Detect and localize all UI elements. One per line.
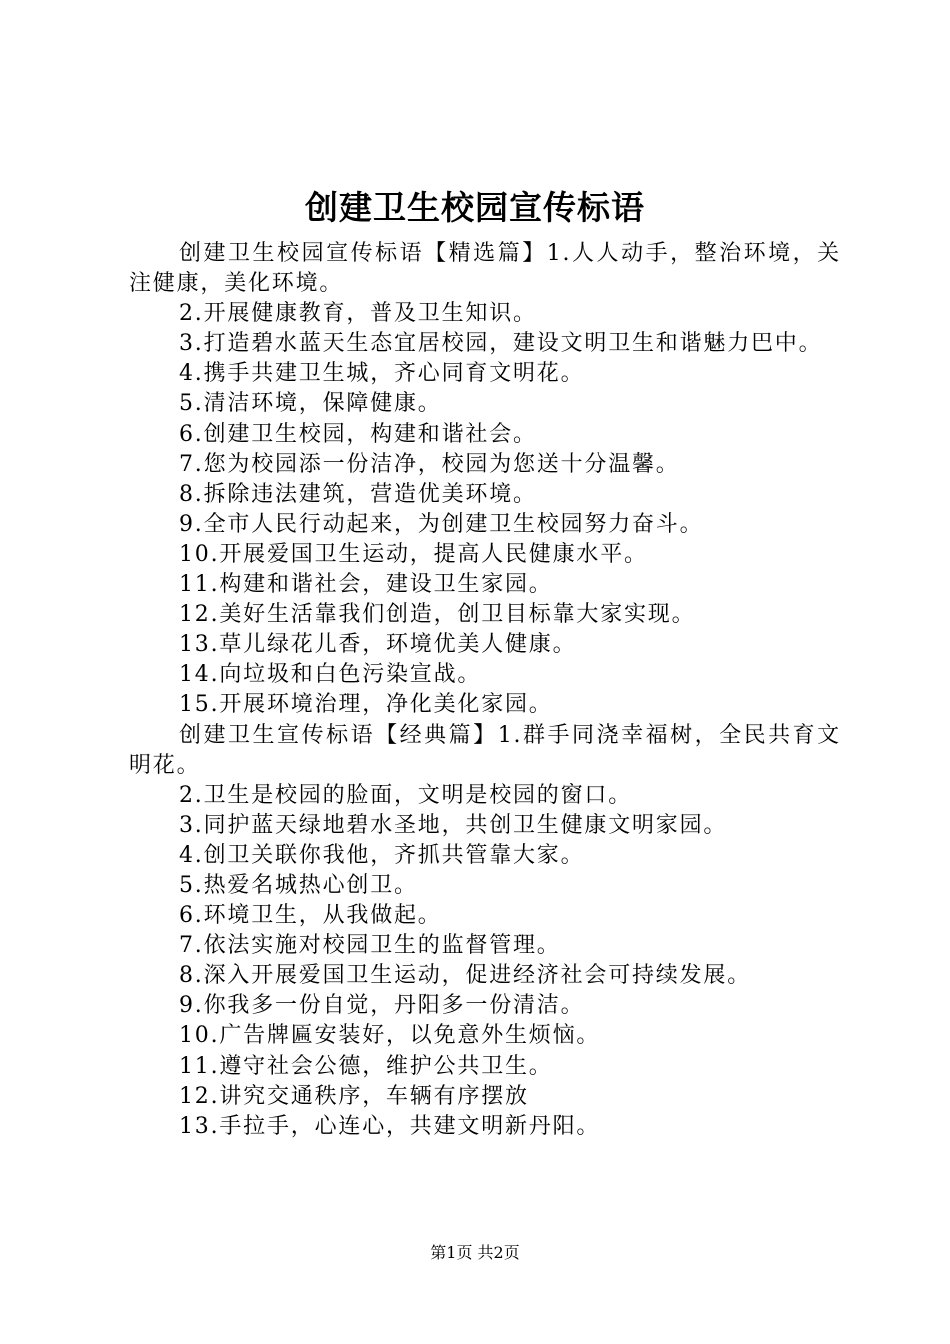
paragraph: 12.讲究交通秩序，车辆有序摆放: [179, 1083, 529, 1109]
paragraph: 2.开展健康教育，普及卫生知识。: [179, 301, 537, 327]
paragraph: 6.创建卫生校园，构建和谐社会。: [179, 421, 537, 447]
paragraph: 创建卫生校园宣传标语【精选篇】1.人人动手，整治环境，关注健康，美化环境。: [129, 241, 841, 297]
paragraph: 10.开展爱国卫生运动，提高人民健康水平。: [179, 541, 648, 567]
paragraph: 7.您为校园添一份洁净，校园为您送十分温馨。: [179, 451, 680, 477]
paragraph: 10.广告牌匾安装好，以免意外生烦恼。: [179, 1023, 601, 1049]
paragraph: 7.依法实施对校园卫生的监督管理。: [179, 933, 561, 959]
paragraph: 15.开展环境治理，净化美化家园。: [179, 692, 553, 718]
paragraph: 2.卫生是校园的脸面，文明是校园的窗口。: [179, 782, 632, 808]
paragraph: 5.清洁环境，保障健康。: [179, 391, 442, 417]
document-body: [129, 239, 841, 1142]
paragraph: 11.构建和谐社会，建设卫生家园。: [179, 572, 553, 598]
paragraph: 3.打造碧水蓝天生态宜居校园，建设文明卫生和谐魅力巴中。: [179, 331, 823, 357]
page-footer: 第1页 共2页: [430, 1243, 520, 1262]
paragraph: 6.环境卫生，从我做起。: [179, 903, 442, 929]
paragraph: 11.遵守社会公德，维护公共卫生。: [179, 1053, 553, 1079]
paragraph: 9.你我多一份自觉，丹阳多一份清洁。: [179, 993, 585, 1019]
paragraph: 8.拆除违法建筑，营造优美环境。: [179, 481, 537, 507]
paragraph: 3.同护蓝天绿地碧水圣地，共创卫生健康文明家园。: [179, 812, 728, 838]
paragraph: 4.创卫关联你我他，齐抓共管靠大家。: [179, 842, 585, 868]
paragraph: 14.向垃圾和白色污染宣战。: [179, 662, 482, 688]
paragraph: 5.热爱名城热心创卫。: [179, 872, 418, 898]
paragraph: 9.全市人民行动起来，为创建卫生校园努力奋斗。: [179, 511, 704, 537]
document-title: 创建卫生校园宣传标语: [305, 188, 645, 227]
paragraph: 13.手拉手，心连心，共建文明新丹阳。: [179, 1113, 601, 1139]
paragraph: 12.美好生活靠我们创造，创卫目标靠大家实现。: [179, 602, 696, 628]
paragraph: 创建卫生宣传标语【经典篇】1.群手同浇幸福树，全民共育文明花。: [129, 722, 841, 778]
paragraph: 13.草儿绿花儿香，环境优美人健康。: [179, 632, 577, 658]
paragraph: 8.深入开展爱国卫生运动，促进经济社会可持续发展。: [179, 963, 751, 989]
paragraph: 4.携手共建卫生城，齐心同育文明花。: [179, 361, 585, 387]
